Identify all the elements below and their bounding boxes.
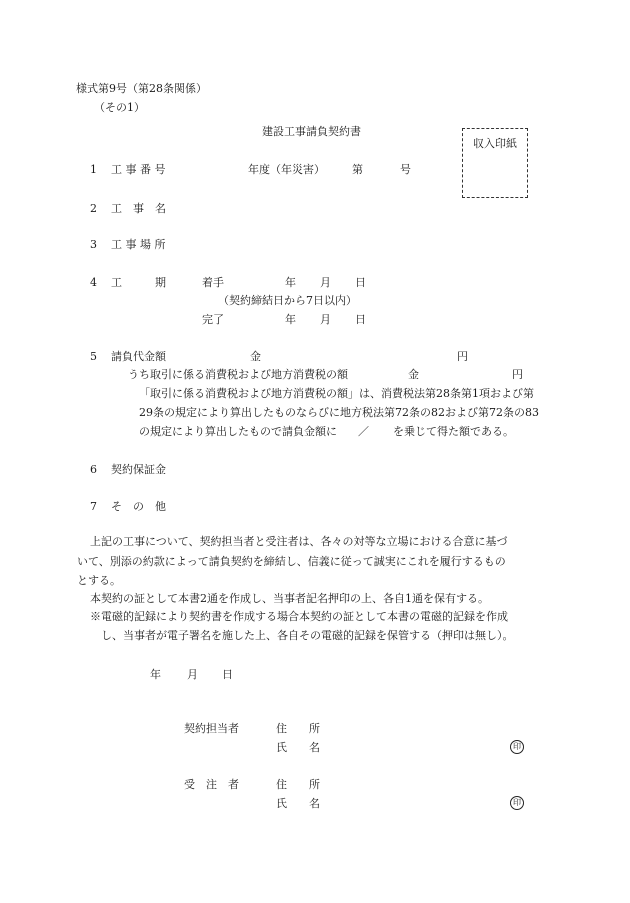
contractor-role: 契約担当者	[184, 722, 239, 735]
item-5-yen: 円	[457, 350, 468, 363]
item-5-explain-3-slash: ／	[358, 425, 369, 438]
item-4-note: （契約締結日から7日以内）	[218, 294, 357, 307]
revenue-stamp-box	[462, 128, 528, 198]
form-sub: （その1）	[94, 101, 145, 114]
item-5-explain-1: 「取引に係る消費税および地方消費税の額」は、消費税法第28条第1項および第	[139, 387, 534, 400]
contractor-seal-icon: 印	[510, 740, 524, 754]
body-para-3-line-2: し、当事者が電子署名を施した上、各自その電磁的記録を保管する（押印は無し）。	[101, 629, 514, 642]
contractee-role: 受 注 者	[184, 778, 239, 791]
body-para-3-line-1: ※電磁的記録により契約書を作成する場合本契約の証として本書の電磁的記録を作成	[90, 610, 508, 623]
contractee-name-label: 氏 名	[276, 797, 320, 810]
form-number: 様式第9号（第28条関係）	[76, 82, 207, 95]
contractor-name-label: 氏 名	[276, 741, 320, 754]
item-4-start: 着手	[202, 276, 224, 289]
item-4-end-year: 年	[285, 313, 296, 326]
item-4-label-b: 期	[155, 276, 166, 289]
item-5-tax-kin: 金	[408, 368, 419, 381]
item-2-label: 工 事 名	[111, 202, 166, 215]
item-4-end: 完了	[202, 313, 224, 326]
item-2-number: 2	[90, 202, 97, 215]
item-7-label: そ の 他	[111, 500, 166, 513]
body-para-1-line-1: 上記の工事について、契約担当者と受注者は、各々の対等な立場における合意に基づ	[90, 535, 508, 548]
item-4-end-day: 日	[355, 313, 366, 326]
item-5-kin: 金	[250, 350, 261, 363]
item-5-tax-yen: 円	[512, 368, 523, 381]
date-day: 日	[222, 668, 233, 681]
item-4-start-day: 日	[355, 276, 366, 289]
revenue-stamp-label: 収入印紙	[473, 137, 517, 150]
item-1-dai: 第	[352, 163, 363, 176]
item-4-label-a: 工	[111, 276, 122, 289]
date-month: 月	[187, 668, 198, 681]
item-5-explain-3b: を乗じて得た額である。	[393, 425, 514, 438]
item-5-label: 請負代金額	[111, 350, 166, 363]
contractee-address-label: 住 所	[276, 778, 320, 791]
item-4-start-year: 年	[285, 276, 296, 289]
body-para-1-line-2: いて、別添の約款によって請負契約を締結し、信義に従って誠実にこれを履行するもの	[77, 555, 506, 568]
item-3-number: 3	[90, 238, 97, 251]
item-1-go: 号	[400, 163, 411, 176]
item-7-number: 7	[90, 500, 97, 513]
item-1-label: 工 事 番 号	[111, 163, 166, 176]
item-6-label: 契約保証金	[111, 463, 166, 476]
item-5-tax-line: うち取引に係る消費税および地方消費税の額	[128, 368, 348, 381]
item-4-number: 4	[90, 276, 97, 289]
item-5-explain-2: 29条の規定により算出したものならびに地方税法第72条の82および第72条の83	[139, 406, 539, 419]
item-6-number: 6	[90, 463, 97, 476]
contractee-seal-icon: 印	[510, 796, 524, 810]
item-5-explain-3a: の規定により算出したもので請負金額に	[139, 425, 337, 438]
item-1-year: 年度（年災害）	[248, 163, 325, 176]
body-para-1-line-3: とする。	[77, 574, 121, 587]
item-3-label: 工 事 場 所	[111, 238, 166, 251]
body-para-2: 本契約の証として本書2通を作成し、当事者記名押印の上、各自1通を保有する。	[90, 592, 489, 605]
item-5-number: 5	[90, 350, 97, 363]
date-year: 年	[150, 668, 161, 681]
item-1-number: 1	[90, 163, 97, 176]
document-title: 建設工事請負契約書	[262, 125, 361, 138]
contractor-address-label: 住 所	[276, 722, 320, 735]
item-4-end-month: 月	[320, 313, 331, 326]
item-4-start-month: 月	[320, 276, 331, 289]
